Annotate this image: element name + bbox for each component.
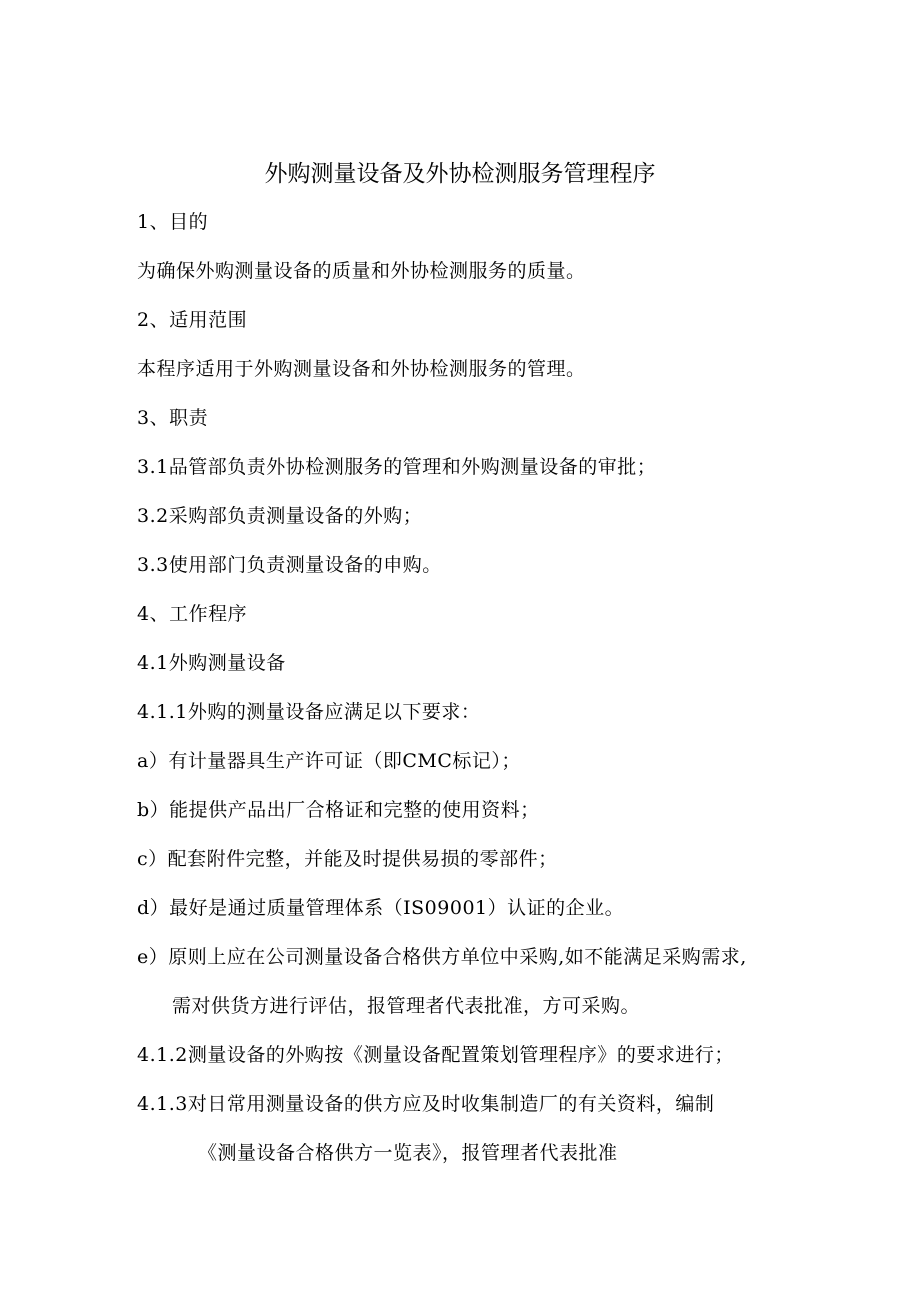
requirement-c: c）配套附件完整，并能及时提供易损的零部件； [137, 848, 558, 870]
document-title: 外购测量设备及外协检测服务管理程序 [264, 161, 656, 187]
duty-item-3-3: 3.3使用部门负责测量设备的申购。 [137, 554, 442, 576]
section-heading-duty: 3、职责 [137, 407, 209, 429]
requirement-e-line2: 需对供货方进行评估，报管理者代表批准，方可采购。 [172, 995, 641, 1017]
requirement-e-line1: e）原则上应在公司测量设备合格供方单位中采购,如不能满足采购需求, [137, 946, 747, 968]
procedure-item-4-1-3-line1: 4.1.3对日常用测量设备的供方应及时收集制造厂的有关资料，编制 [137, 1093, 715, 1115]
scope-text: 本程序适用于外购测量设备和外协检测服务的管理。 [137, 358, 586, 380]
duty-item-3-2: 3.2采购部负责测量设备的外购； [137, 505, 423, 527]
procedure-item-4-1-2: 4.1.2测量设备的外购按《测量设备配置策划管理程序》的要求进行； [137, 1044, 734, 1066]
section-heading-scope: 2、适用范围 [137, 309, 248, 331]
duty-item-3-1: 3.1品管部负责外协检测服务的管理和外购测量设备的审批； [137, 456, 657, 478]
requirement-b: b）能提供产品出厂合格证和完整的使用资料； [137, 799, 540, 821]
procedure-item-4-1-1: 4.1.1外购的测量设备应满足以下要求： [137, 701, 481, 723]
requirement-d: d）最好是通过质量管理体系（IS09001）认证的企业。 [137, 897, 625, 919]
section-heading-procedure: 4、工作程序 [137, 603, 248, 625]
requirement-a: a）有计量器具生产许可证（即CMC标记）； [137, 750, 521, 772]
section-heading-purpose: 1、目的 [137, 211, 209, 233]
purpose-text: 为确保外购测量设备的质量和外协检测服务的质量。 [137, 260, 586, 282]
procedure-item-4-1: 4.1外购测量设备 [137, 652, 286, 674]
procedure-item-4-1-3-line2: 《测量设备合格供方一览表》，报管理者代表批准 [198, 1142, 618, 1164]
